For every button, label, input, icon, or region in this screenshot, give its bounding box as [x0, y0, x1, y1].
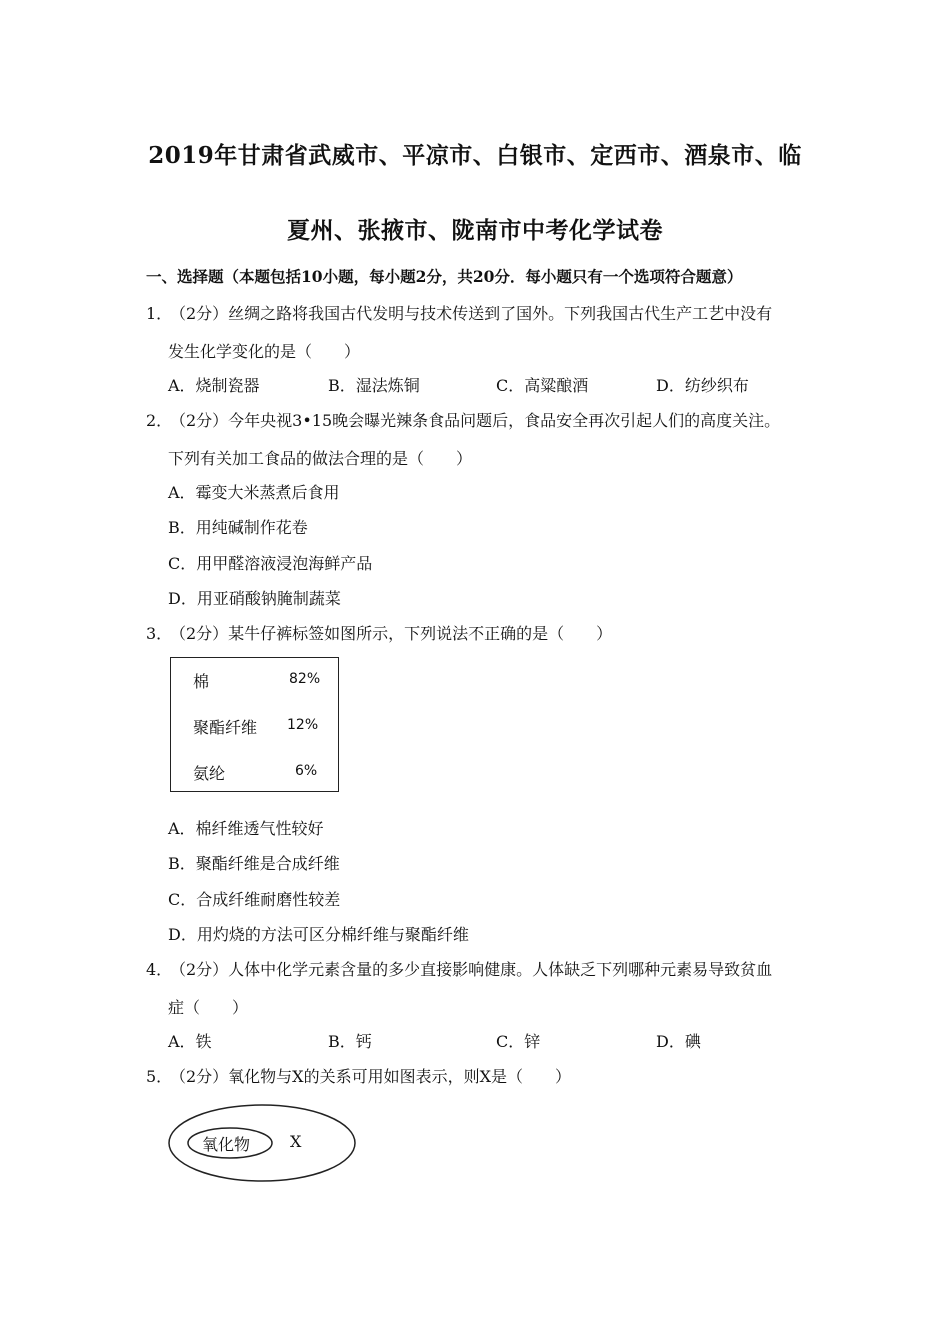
exam-title-line1: 2019年甘肃省武威市、平凉市、白银市、定西市、酒泉市、临	[148, 142, 802, 169]
venn-outer-label: X	[290, 1132, 302, 1151]
q2-option-d: D．用亚硝酸钠腌制蔬菜	[168, 589, 341, 608]
question-3	[146, 621, 612, 644]
question-4-line2: 症（ ）	[168, 998, 249, 1017]
q3-option-c: C．合成纤维耐磨性较差	[168, 890, 341, 909]
question-1	[146, 301, 772, 324]
fiber-percent: 6%	[295, 763, 318, 779]
label-row	[193, 669, 209, 692]
q1-option-d: D．纺纱织布	[656, 376, 749, 395]
q2-option-c: C．用甲醛溶液浸泡海鲜产品	[168, 554, 373, 573]
q2-option-b: B．用纯碱制作花卷	[168, 518, 308, 537]
question-text: （2分）人体中化学元素含量的多少直接影响健康。人体缺乏下列哪种元素易导致贫血	[170, 960, 773, 979]
question-text: （2分）氧化物与X的关系可用如图表示，则X是（ ）	[170, 1067, 571, 1086]
question-text: （2分）今年央视3•15晚会曝光辣条食品问题后，食品安全再次引起人们的高度关注。	[170, 411, 781, 430]
label-row	[193, 715, 257, 738]
q2-option-a: A．霉变大米蒸煮后食用	[168, 483, 340, 502]
fiber-percent: 82%	[289, 671, 321, 687]
question-1-line2: 发生化学变化的是（ ）	[168, 342, 361, 361]
q3-option-d: D．用灼烧的方法可区分棉纤维与聚酯纤维	[168, 925, 469, 944]
question-4	[146, 957, 772, 980]
question-number: 5．	[146, 1067, 173, 1086]
question-5	[146, 1064, 571, 1087]
q1-option-c: C．高粱酿酒	[496, 376, 589, 395]
venn-diagram	[166, 1103, 366, 1191]
question-text: （2分）某牛仔裤标签如图所示，下列说法不正确的是（ ）	[170, 624, 613, 643]
question-number: 4．	[146, 960, 173, 979]
section-heading: 一、选择题（本题包括10小题，每小题2分，共20分．每小题只有一个选项符合题意）	[146, 267, 743, 286]
q4-option-c: C．锌	[496, 1032, 541, 1051]
q1-option-a: A．烧制瓷器	[168, 376, 260, 395]
q3-option-b: B．聚酯纤维是合成纤维	[168, 854, 340, 873]
label-row	[193, 761, 225, 784]
fiber-percent: 12%	[287, 717, 319, 733]
outer-ellipse-x	[169, 1105, 355, 1181]
question-number: 3．	[146, 624, 173, 643]
fiber-name: 氨纶	[193, 764, 226, 783]
question-2-line2: 下列有关加工食品的做法合理的是（ ）	[168, 449, 473, 468]
venn-ellipses	[166, 1103, 366, 1187]
question-text: （2分）丝绸之路将我国古代发明与技术传送到了国外。下列我国古代生产工艺中没有	[170, 304, 773, 323]
fiber-name: 聚酯纤维	[193, 718, 258, 737]
q3-option-a: A．棉纤维透气性较好	[168, 819, 324, 838]
venn-inner-label: 氧化物	[202, 1135, 251, 1154]
exam-title-line2: 夏州、张掖市、陇南市中考化学试卷	[287, 217, 663, 244]
fiber-name: 棉	[193, 672, 210, 691]
q4-option-a: A．铁	[168, 1032, 212, 1051]
jeans-label-figure	[170, 657, 339, 792]
q4-option-d: D．碘	[656, 1032, 701, 1051]
question-2	[146, 408, 780, 431]
q4-option-b: B．钙	[328, 1032, 372, 1051]
question-number: 2．	[146, 411, 173, 430]
question-number: 1．	[146, 304, 173, 323]
q1-option-b: B．湿法炼铜	[328, 376, 420, 395]
